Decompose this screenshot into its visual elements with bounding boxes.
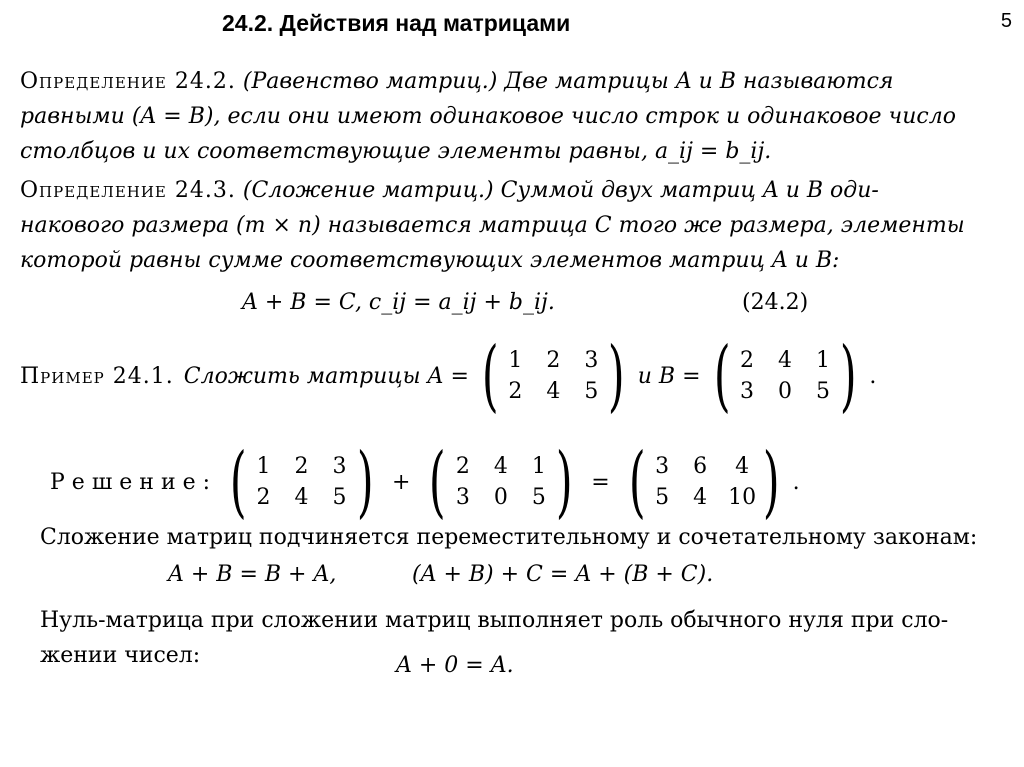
example-label: Пример 24.1. [20,363,174,389]
matrix-b [707,331,864,421]
matrix-m1 [223,437,380,527]
matrix-cell: 5 [815,379,830,404]
right-paren: ) [555,437,573,527]
definition-line: столбцов и их соответствующие элементы равны, a_ij = b_ij. [20,139,772,164]
matrix-cell: 2 [739,348,754,373]
right-paren: ) [608,331,625,421]
solution-end: . [792,469,800,495]
definition-line: накового размера (m × n) называется матрица C того же размера, элементы [20,213,965,238]
matrix-cell: 0 [777,379,792,404]
definition-label: Определение 24.2. [20,69,236,94]
matrix-cell: 4 [735,454,750,479]
matrix-cell: 1 [815,348,830,373]
definition-line: (Сложение матриц.) Суммой двух матриц A и B оди- [242,178,879,203]
matrix-cell: 5 [584,379,599,404]
left-paren: ( [429,437,446,527]
matrix-cell: 4 [546,379,561,404]
matrix-cell: 5 [655,485,670,510]
right-paren: ) [762,437,780,527]
formula-number: (24.2) [742,290,809,315]
solution-label: Решение: [50,469,218,495]
definition-line: которой равны сумме соответствующих элементов матриц A и B: [20,248,840,273]
left-paren: ( [481,331,499,421]
matrix-cell: 5 [332,485,347,510]
laws-formula-commutative: A + B = B + A, [168,562,337,587]
matrix-cell: 10 [728,485,757,510]
laws-formula-associative: (A + B) + C = A + (B + C). [412,562,714,587]
left-paren: ( [713,331,731,421]
example-row [20,331,877,421]
matrix-body [505,348,601,404]
zero-formula: A + 0 = A. [396,653,514,678]
definition-label: Определение 24.3. [20,178,236,203]
matrix-m2 [422,437,579,527]
laws-text: Сложение матриц подчиняется переместительному и сочетательному законам: [40,525,978,550]
example-end: . [869,363,877,389]
definition-addition [20,173,965,278]
matrix-cell: 2 [508,379,523,404]
matrix-cell: 1 [508,348,523,373]
plus-sign: + [391,469,411,495]
matrix-cell: 3 [332,454,347,479]
zero-text-line: Нуль-матрица при сложении матриц выполняет роль обычного нуля при сло- [40,608,949,633]
matrix-cell: 1 [531,454,546,479]
matrix-cell: 3 [739,379,754,404]
matrix-cell: 3 [584,348,599,373]
left-paren: ( [229,437,247,527]
matrix-cell: 2 [455,454,470,479]
matrix-cell: 2 [546,348,561,373]
solution-row [50,437,800,527]
definition-equality [20,64,956,169]
matrix-body [737,348,833,404]
matrix-cell: 4 [777,348,792,373]
page-number: 5 [1000,10,1012,32]
equals-sign: = [591,469,610,495]
matrix-body [453,454,549,510]
matrix-cell: 5 [531,485,546,510]
matrix-cell: 2 [294,454,309,479]
right-paren: ) [356,437,374,527]
matrix-cell: 6 [693,454,708,479]
matrix-m3 [622,437,787,527]
example-text: Сложить матрицы A = [183,363,469,389]
matrix-body [254,454,350,510]
matrix-cell: 3 [455,485,470,510]
matrix-cell: 4 [493,454,508,479]
definition-line: равными (A = B), если они имеют одинаковое число строк и одинаковое число [20,104,956,129]
matrix-a [475,331,632,421]
left-paren: ( [628,437,646,527]
matrix-cell: 3 [655,454,670,479]
section-heading: 24.2. Действия над матрицами [222,10,571,36]
matrix-cell: 2 [256,485,271,510]
right-paren: ) [839,331,857,421]
example-and-b: и B = [637,363,701,389]
definition-line: (Равенство матриц.) Две матрицы A и B называются [242,69,894,94]
formula-24-2: A + B = C, c_ij = a_ij + b_ij. [242,290,555,315]
matrix-cell: 0 [493,485,508,510]
matrix-cell: 4 [693,485,708,510]
zero-text-line: жении чисел: [40,643,201,668]
matrix-cell: 4 [294,485,309,510]
matrix-cell: 1 [256,454,271,479]
matrix-body [652,454,756,510]
